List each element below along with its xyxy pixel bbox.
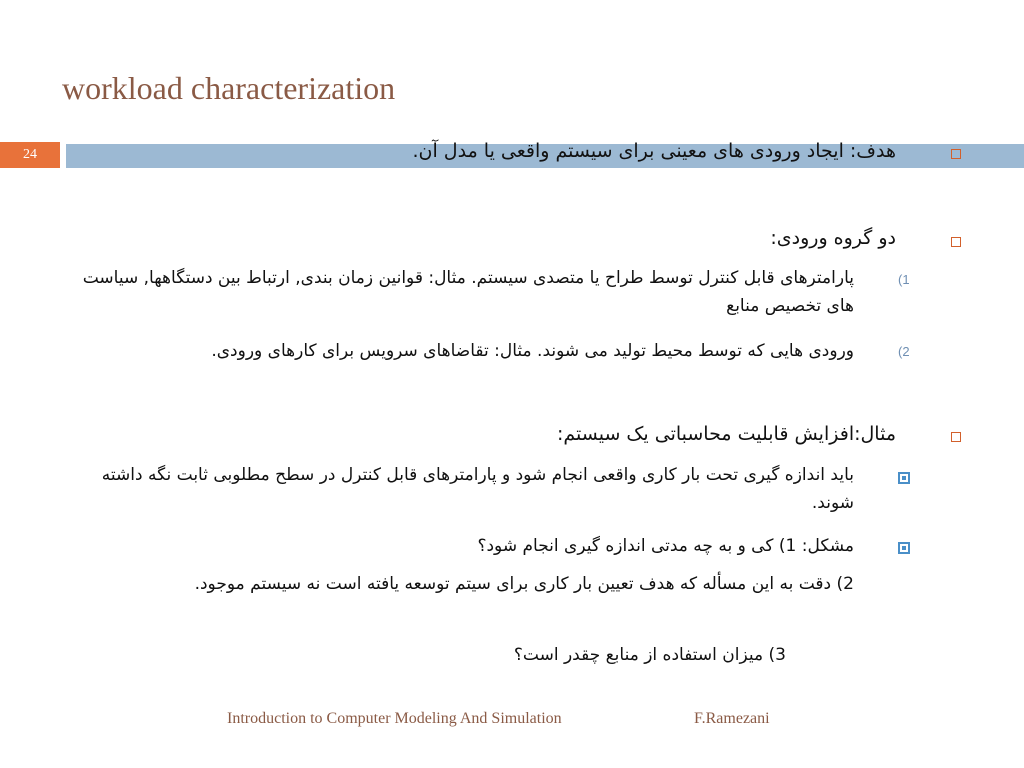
item-2-number: (2 <box>898 344 910 359</box>
footer-course: Introduction to Computer Modeling And Simulation <box>227 710 562 727</box>
sub-bullet-2-continuation-2: 3) میزان استفاده از منابع چقدر است؟ <box>513 645 786 665</box>
goal-text: هدف: ایجاد ورودی های معینی برای سیستم واقعی یا مدل آن. <box>412 140 896 162</box>
footer-author: F.Ramezani <box>694 710 770 727</box>
sub-bullet-icon <box>898 542 910 554</box>
two-groups-text: دو گروه ورودی: <box>770 227 896 249</box>
item-1-number: (1 <box>898 272 910 287</box>
example-text: مثال:افزایش قابلیت محاسباتی یک سیستم: <box>556 423 896 445</box>
bullet-square-icon <box>951 432 961 442</box>
sub-bullet-2-continuation: 2) دقت به این مسأله که هدف تعیین بار کاری برای سیتم توسعه یافته است نه سیستم موجود. <box>194 574 854 594</box>
item-1-text: پارامترهای قابل کنترل توسط طراح یا متصدی سیستم. مثال: قوانین زمان بندی, ارتباط بین دستگاهها, سیاست های تخصیص منابع <box>82 268 854 316</box>
bullet-square-icon <box>951 149 961 159</box>
item-2-text: ورودی هایی که توسط محیط تولید می شوند. مثال: تقاضاهای سرویس برای کارهای ورودی. <box>211 341 854 361</box>
page-number: 24 <box>23 147 37 162</box>
slide-title: workload characterization <box>62 70 396 106</box>
sub-bullet-2-text: مشکل: 1) کی و به چه مدتی اندازه گیری انجام شود؟ <box>477 536 854 556</box>
bullet-square-icon <box>951 237 961 247</box>
sub-bullet-1-text: باید اندازه گیری تحت بار کاری واقعی انجام شود و پارامترهای قابل کنترل در سطح مطلوبی ثابت نگه داشته شوند. <box>101 465 854 513</box>
page-number-badge <box>0 142 60 168</box>
sub-bullet-icon <box>898 472 910 484</box>
